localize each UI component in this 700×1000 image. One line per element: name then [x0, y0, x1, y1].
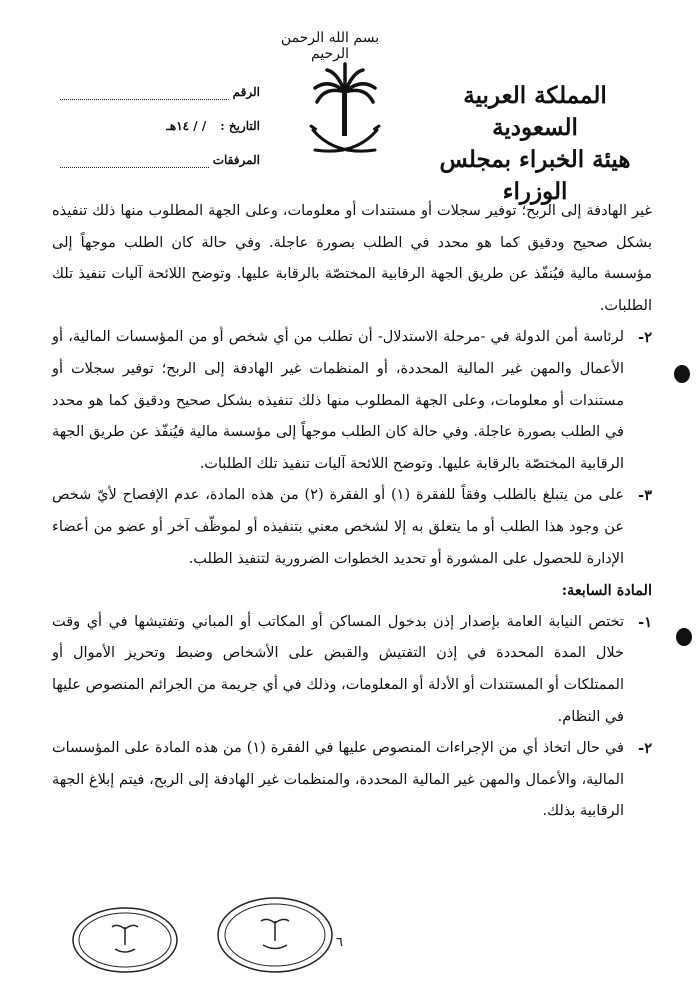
page-number: ٦	[336, 935, 343, 950]
attachments-row	[60, 143, 260, 177]
date-value: / / ١٤هـ	[166, 119, 207, 133]
item-text: على من يتبلغ بالطلب وفقاً للفقرة (١) أو الفقرة (٢) من هذه المادة، عدم الإفصاح لأيّ شخص عن وجود هذا الطلب أو ما يتعلق به إلا لشخص معني بتنفيذه أو لموظّف آخر أو عضو من أعضاء الإدارة للحصول على المشورة أو تحديد الخطوات الضرورية لتنفيذ الطلب.	[52, 487, 624, 567]
document-body	[52, 196, 652, 828]
punch-hole	[676, 628, 692, 646]
reference-block	[60, 75, 260, 177]
intro-paragraph: غير الهادفة إلى الربح؛ توفير سجلات أو مستندات أو معلومات، وعلى الجهة المطلوب منها ذلك تنفيذه بشكل صحيح ودقيق كما هو محدد في الطلب بصورة عاجلة. وفي حالة كان الطلب موجهاً إلى مؤسسة مالية فيُنفّذ عن طريق الجهة الرقابية المختصّة بالرقابة عليها. وتوضح اللائحة آليات تنفيذ تلك الطلبات.	[52, 203, 652, 314]
item-text: في حال اتخاذ أي من الإجراءات المنصوص عليها في الفقرة (١) من هذه المادة على المؤسسات المالية، والأعمال والمهن غير المالية المحددة، والمنظمات غير الهادفة إلى الربح، فيتم إبلاغ الجهة الرقابية بذلك.	[52, 740, 624, 820]
experts-authority-seal	[215, 895, 335, 975]
list-item	[52, 607, 652, 733]
number-line	[60, 85, 229, 100]
bismillah: بسم الله الرحمن الرحيم	[280, 30, 380, 62]
issuer-block	[420, 80, 650, 208]
punch-hole	[674, 365, 690, 383]
list-item	[52, 733, 652, 828]
authority-name: هيئة الخبراء بمجلس الوزراء	[439, 146, 631, 205]
attachments-line	[60, 153, 209, 168]
item-number: ١-	[638, 613, 652, 631]
list-item	[52, 322, 652, 480]
number-label: الرقم	[232, 85, 260, 99]
item-number: ٣-	[638, 487, 652, 505]
date-row	[60, 109, 260, 143]
saudi-emblem-icon	[305, 58, 385, 168]
item-text: تختص النيابة العامة بإصدار إذن بدخول المساكن أو المكاتب أو المباني وتفتيشها في أي وقت خلال المدة المحددة في إذن التفتيش والقبض على الأشخاص وضبط وتحريز الأموال أو الممتلكات أو المستندات أو الأدلة أو المعلومات، وذلك في أي جريمة من الجرائم المنصوص عليها في النظام.	[52, 613, 624, 725]
kingdom-name: المملكة العربية السعودية	[463, 82, 607, 141]
item-number: ٢-	[638, 740, 652, 758]
article-heading: المادة السابعة:	[561, 582, 652, 600]
general-secretariat-seal	[70, 905, 180, 975]
item-number: ٢-	[638, 329, 652, 347]
date-label: التاريخ :	[220, 119, 260, 133]
attachments-label: المرفقات	[212, 153, 260, 167]
list-item	[52, 480, 652, 575]
item-text: لرئاسة أمن الدولة في -مرحلة الاستدلال- أن تطلب من أي شخص أو من المؤسسات المالية، أو الأعمال والمهن غير المالية المحددة، أو المنظمات غير الهادفة إلى الربح؛ توفير سجلات أو مستندات أو معلومات، وعلى الجهة المطلوب منها ذلك تنفيذه بشكل صحيح ودقيق كما هو محدد في الطلب بصورة عاجلة. وفي حالة كان الطلب موجهاً إلى مؤسسة مالية فيُنفّذ عن طريق الجهة الرقابية المختصّة بالرقابة عليها. وتوضح اللائحة آليات تنفيذ تلك الطلبات.	[52, 329, 624, 472]
number-row	[60, 75, 260, 109]
